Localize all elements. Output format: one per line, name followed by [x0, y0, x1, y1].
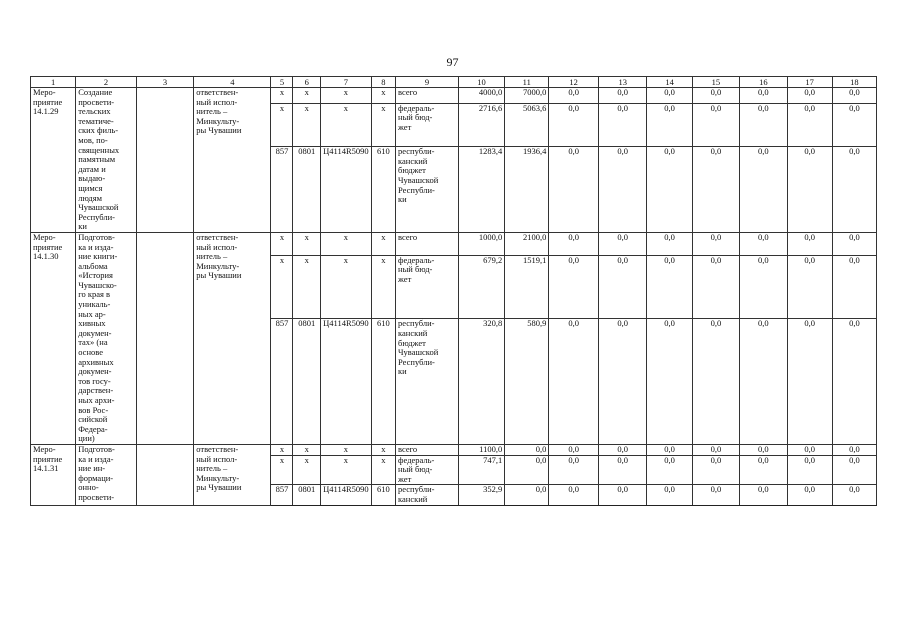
column-header-14: 14 — [647, 77, 692, 88]
target-article-cell: x — [321, 455, 372, 485]
amount-cell: 0,0 — [787, 232, 832, 255]
amount-cell: 0,0 — [832, 485, 876, 505]
funding-source-cell: федераль- ный бюд- жет — [396, 455, 459, 485]
column-header-5: 5 — [271, 77, 293, 88]
section-code-cell: x — [293, 103, 321, 147]
amount-cell: 0,0 — [505, 485, 549, 505]
amount-cell: 0,0 — [740, 232, 787, 255]
amount-cell: 0,0 — [598, 147, 647, 233]
amount-cell: 0,0 — [787, 147, 832, 233]
amount-cell: 0,0 — [832, 232, 876, 255]
amount-cell: 0,0 — [647, 455, 692, 485]
amount-cell: 0,0 — [832, 319, 876, 445]
amount-cell: 0,0 — [740, 255, 787, 319]
column-header-3: 3 — [136, 77, 193, 88]
funding-source-cell: республи- канский бюджет Чувашской Республи- ки — [396, 319, 459, 445]
column-number-row — [31, 77, 877, 88]
section-code-cell: x — [293, 444, 321, 455]
amount-cell: 0,0 — [647, 103, 692, 147]
amount-cell: 0,0 — [740, 455, 787, 485]
executor-cell: ответствен- ный испол- нитель – Минкульту- ры Чувашии — [194, 444, 271, 505]
amount-cell: 0,0 — [740, 319, 787, 445]
amount-cell: 0,0 — [549, 485, 599, 505]
column-header-2: 2 — [76, 77, 137, 88]
amount-cell: 0,0 — [598, 232, 647, 255]
amount-cell: 352,9 — [458, 485, 504, 505]
amount-cell: 0,0 — [740, 103, 787, 147]
amount-cell: 0,0 — [832, 88, 876, 104]
grbs-cell: 857 — [271, 485, 293, 505]
amount-cell: 0,0 — [505, 455, 549, 485]
expense-type-cell: x — [371, 88, 395, 104]
grbs-cell: 857 — [271, 147, 293, 233]
section-code-cell: x — [293, 88, 321, 104]
amount-cell: 0,0 — [740, 147, 787, 233]
column-header-10: 10 — [458, 77, 504, 88]
target-article-cell: Ц4114R5090 — [321, 147, 372, 233]
amount-cell: 0,0 — [647, 485, 692, 505]
funding-source-cell: федераль- ный бюд- жет — [396, 103, 459, 147]
amount-cell: 0,0 — [549, 319, 599, 445]
amount-cell: 0,0 — [787, 319, 832, 445]
amount-cell: 0,0 — [647, 255, 692, 319]
amount-cell: 0,0 — [832, 147, 876, 233]
amount-cell: 0,0 — [598, 319, 647, 445]
target-article-cell: Ц4114R5090 — [321, 485, 372, 505]
measure-name-cell: Подготов- ка и изда- ние ин- формаци- онно- просвети- — [76, 444, 137, 505]
column-header-1: 1 — [31, 77, 76, 88]
expense-type-cell: 610 — [371, 319, 395, 445]
amount-cell: 320,8 — [458, 319, 504, 445]
grbs-cell: 857 — [271, 319, 293, 445]
column-header-18: 18 — [832, 77, 876, 88]
amount-cell: 7000,0 — [505, 88, 549, 104]
amount-cell: 0,0 — [505, 444, 549, 455]
amount-cell: 1519,1 — [505, 255, 549, 319]
section-code-cell: 0801 — [293, 147, 321, 233]
funding-source-cell: всего — [396, 88, 459, 104]
measure-id-cell: Меро- приятие 14.1.31 — [31, 444, 76, 505]
grbs-cell: x — [271, 455, 293, 485]
column-header-4: 4 — [194, 77, 271, 88]
amount-cell: 0,0 — [598, 455, 647, 485]
funding-source-cell: федераль- ный бюд- жет — [396, 255, 459, 319]
funding-source-cell: всего — [396, 232, 459, 255]
section-code-cell: x — [293, 455, 321, 485]
column-header-9: 9 — [396, 77, 459, 88]
amount-cell: 0,0 — [692, 455, 739, 485]
executor-cell: ответствен- ный испол- нитель – Минкульту- ры Чувашии — [194, 88, 271, 233]
amount-cell: 0,0 — [549, 147, 599, 233]
measure-id-cell: Меро- приятие 14.1.29 — [31, 88, 76, 233]
amount-cell: 679,2 — [458, 255, 504, 319]
budget-table — [30, 76, 877, 506]
section-code-cell: x — [293, 232, 321, 255]
amount-cell: 1100,0 — [458, 444, 504, 455]
amount-cell: 0,0 — [787, 455, 832, 485]
column-header-6: 6 — [293, 77, 321, 88]
amount-cell: 0,0 — [787, 88, 832, 104]
amount-cell: 0,0 — [647, 88, 692, 104]
amount-cell: 4000,0 — [458, 88, 504, 104]
amount-cell: 1000,0 — [458, 232, 504, 255]
amount-cell: 1283,4 — [458, 147, 504, 233]
expense-type-cell: x — [371, 103, 395, 147]
amount-cell: 0,0 — [740, 88, 787, 104]
amount-cell: 0,0 — [549, 88, 599, 104]
table-row — [31, 232, 877, 255]
amount-cell: 0,0 — [549, 455, 599, 485]
amount-cell: 0,0 — [787, 255, 832, 319]
grbs-cell: x — [271, 232, 293, 255]
amount-cell: 1936,4 — [505, 147, 549, 233]
amount-cell: 0,0 — [692, 88, 739, 104]
page-number: 97 — [446, 55, 459, 69]
amount-cell: 0,0 — [692, 103, 739, 147]
amount-cell: 0,0 — [692, 444, 739, 455]
amount-cell: 0,0 — [832, 103, 876, 147]
expense-type-cell: x — [371, 444, 395, 455]
amount-cell: 0,0 — [598, 88, 647, 104]
section-code-cell: x — [293, 255, 321, 319]
amount-cell: 0,0 — [692, 255, 739, 319]
amount-cell: 0,0 — [647, 147, 692, 233]
grbs-cell: x — [271, 444, 293, 455]
amount-cell: 0,0 — [549, 255, 599, 319]
amount-cell: 0,0 — [598, 103, 647, 147]
target-article-cell: x — [321, 444, 372, 455]
amount-cell: 747,1 — [458, 455, 504, 485]
amount-cell: 0,0 — [740, 485, 787, 505]
amount-cell: 0,0 — [692, 232, 739, 255]
amount-cell: 0,0 — [549, 444, 599, 455]
expense-type-cell: x — [371, 455, 395, 485]
amount-cell: 0,0 — [787, 485, 832, 505]
amount-cell: 0,0 — [647, 232, 692, 255]
funding-source-cell: республи- канский — [396, 485, 459, 505]
amount-cell: 0,0 — [598, 255, 647, 319]
amount-cell: 0,0 — [647, 319, 692, 445]
executor-cell: ответствен- ный испол- нитель – Минкульту- ры Чувашии — [194, 232, 271, 444]
amount-cell: 2100,0 — [505, 232, 549, 255]
amount-cell: 0,0 — [549, 232, 599, 255]
target-article-cell: Ц4114R5090 — [321, 319, 372, 445]
grbs-cell: x — [271, 88, 293, 104]
expense-type-cell: 610 — [371, 485, 395, 505]
grbs-cell: x — [271, 103, 293, 147]
amount-cell: 0,0 — [787, 103, 832, 147]
target-article-cell: x — [321, 232, 372, 255]
funding-source-cell: всего — [396, 444, 459, 455]
measure-id-cell: Меро- приятие 14.1.30 — [31, 232, 76, 444]
amount-cell: 0,0 — [598, 485, 647, 505]
expense-type-cell: x — [371, 232, 395, 255]
empty-cell — [136, 444, 193, 505]
measure-name-cell: Создание просвети- тельских тематиче- ских филь- мов, по- священных памятным датам и выдаю- щимся людям Чувашской Республи- ки — [76, 88, 137, 233]
expense-type-cell: 610 — [371, 147, 395, 233]
target-article-cell: x — [321, 88, 372, 104]
column-header-15: 15 — [692, 77, 739, 88]
grbs-cell: x — [271, 255, 293, 319]
empty-cell — [136, 232, 193, 444]
column-header-17: 17 — [787, 77, 832, 88]
expense-type-cell: x — [371, 255, 395, 319]
column-header-11: 11 — [505, 77, 549, 88]
target-article-cell: x — [321, 103, 372, 147]
amount-cell: 0,0 — [647, 444, 692, 455]
amount-cell: 0,0 — [832, 444, 876, 455]
measure-name-cell: Подготов- ка и изда- ние книги- альбома «История Чувашско- го края в уникаль- ных ар- хивных докумен- тах» (на основе архивных докумен- тов госу- дарствен- ных архи- вов Рос- сийской Федера- ции) — [76, 232, 137, 444]
amount-cell: 0,0 — [740, 444, 787, 455]
amount-cell: 0,0 — [692, 319, 739, 445]
funding-source-cell: республи- канский бюджет Чувашской Республи- ки — [396, 147, 459, 233]
column-header-13: 13 — [598, 77, 647, 88]
column-header-12: 12 — [549, 77, 599, 88]
amount-cell: 0,0 — [832, 255, 876, 319]
amount-cell: 0,0 — [787, 444, 832, 455]
section-code-cell: 0801 — [293, 485, 321, 505]
table-row — [31, 88, 877, 104]
amount-cell: 0,0 — [692, 147, 739, 233]
table-row — [31, 444, 877, 455]
column-header-7: 7 — [321, 77, 372, 88]
amount-cell: 2716,6 — [458, 103, 504, 147]
amount-cell: 0,0 — [549, 103, 599, 147]
amount-cell: 5063,6 — [505, 103, 549, 147]
amount-cell: 0,0 — [692, 485, 739, 505]
section-code-cell: 0801 — [293, 319, 321, 445]
column-header-8: 8 — [371, 77, 395, 88]
empty-cell — [136, 88, 193, 233]
amount-cell: 0,0 — [832, 455, 876, 485]
amount-cell: 0,0 — [598, 444, 647, 455]
amount-cell: 580,9 — [505, 319, 549, 445]
target-article-cell: x — [321, 255, 372, 319]
column-header-16: 16 — [740, 77, 787, 88]
